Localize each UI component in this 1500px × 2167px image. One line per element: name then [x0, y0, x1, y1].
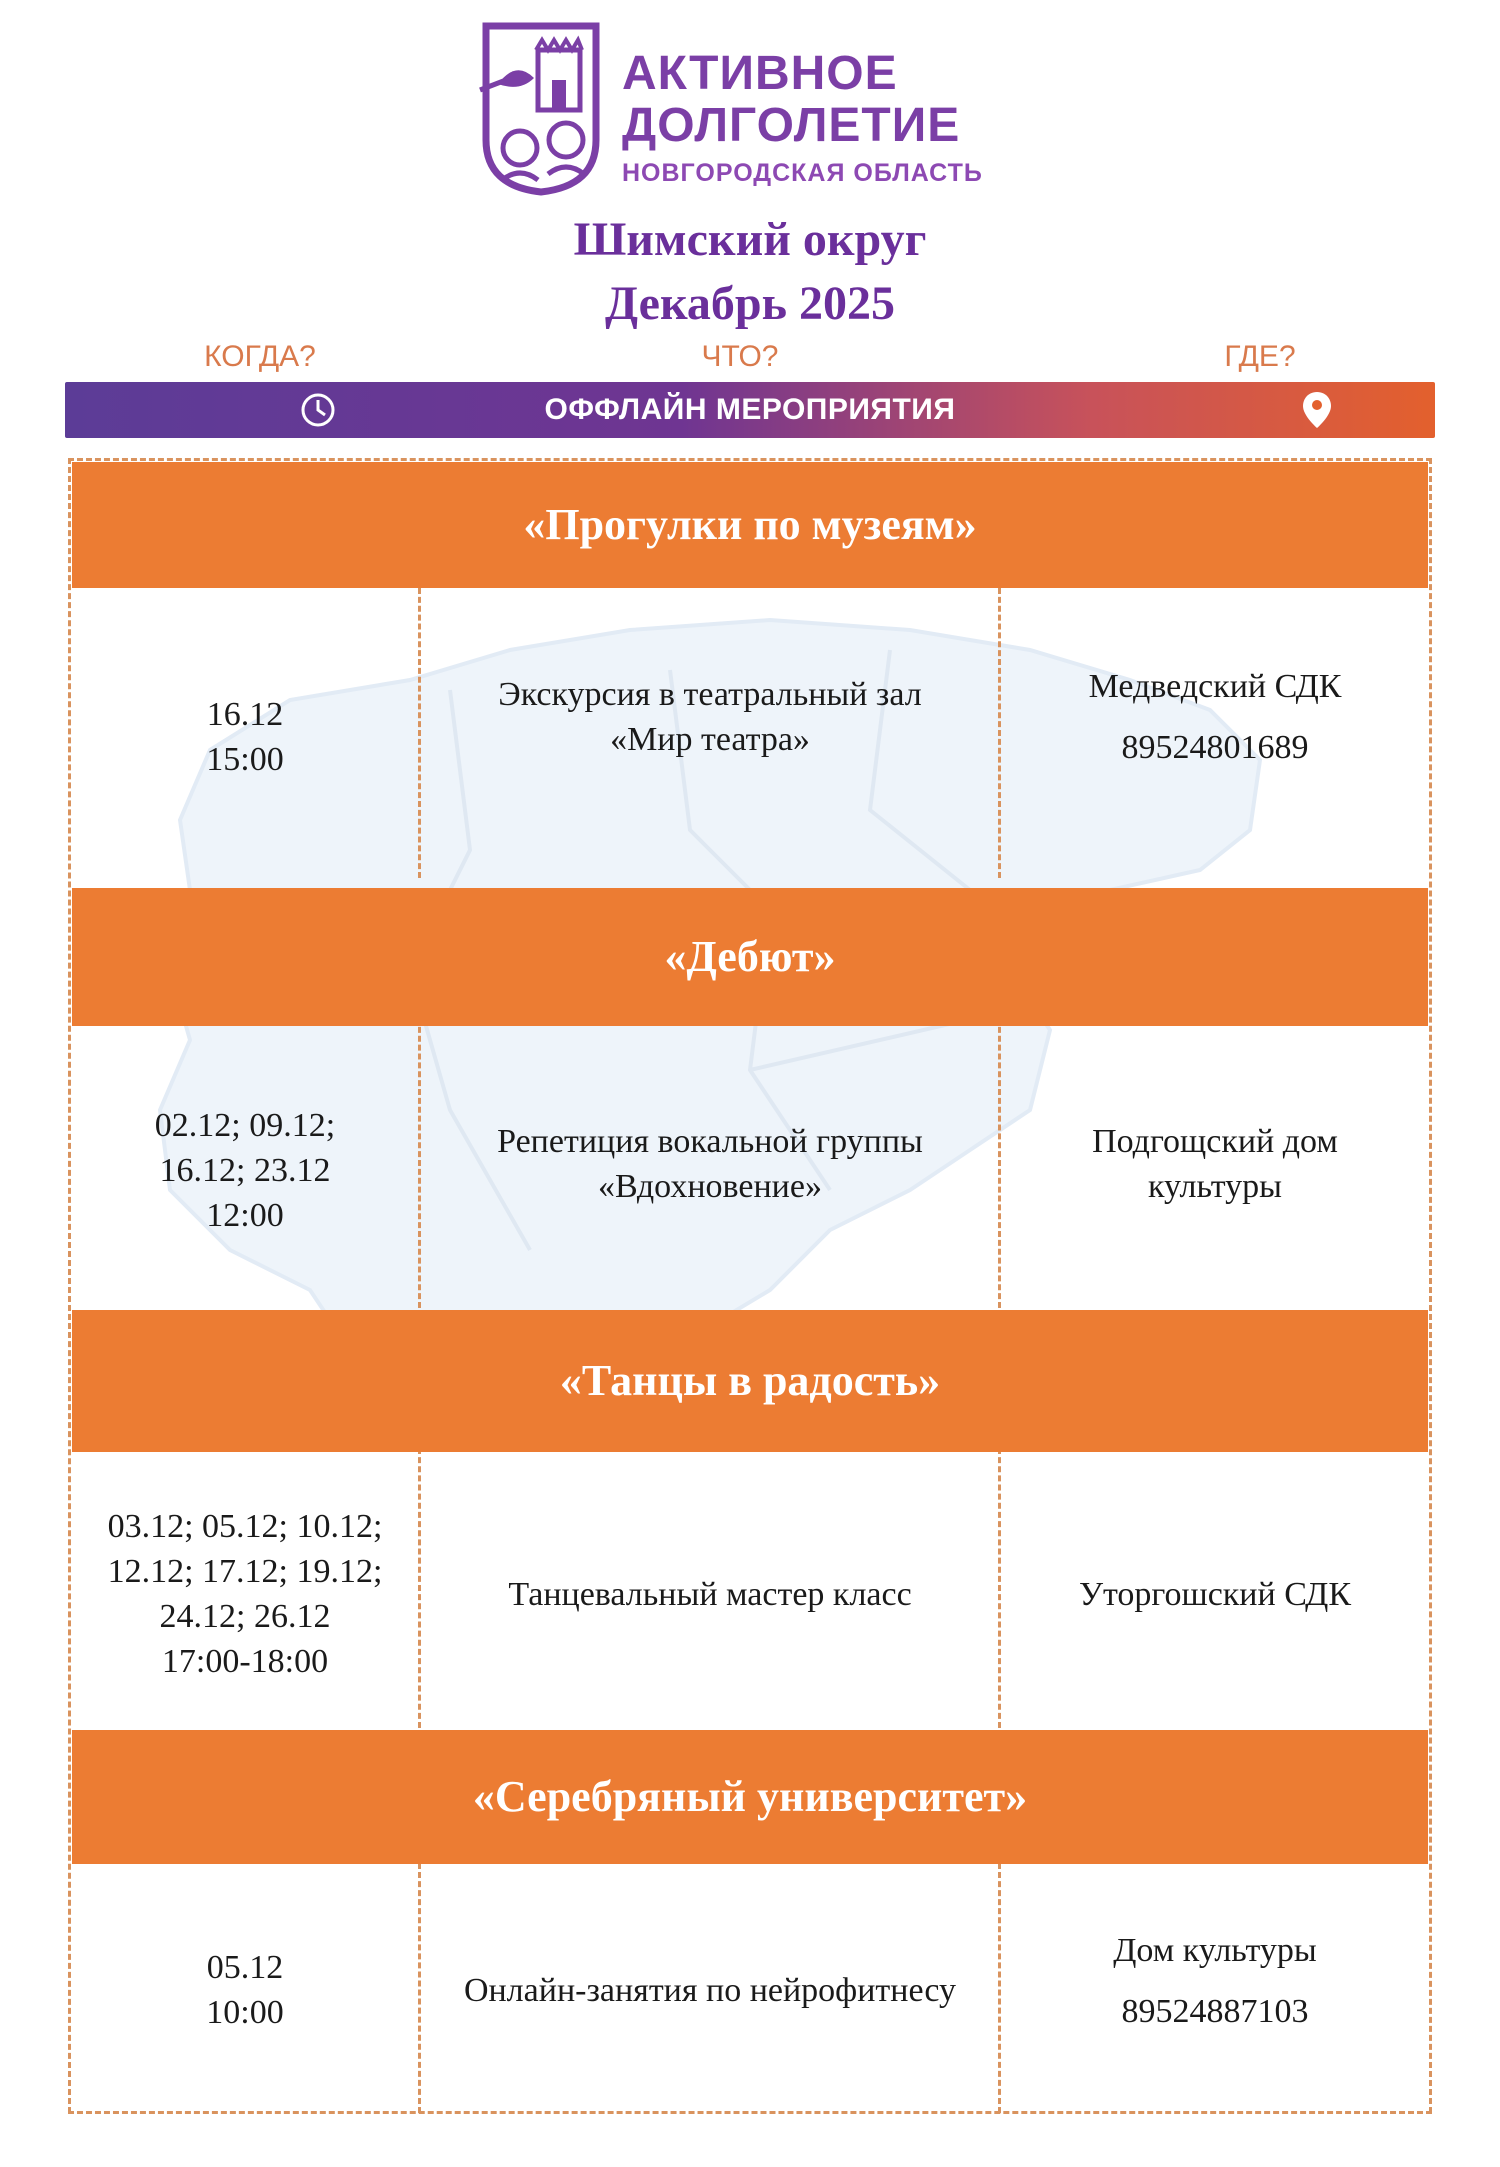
page-title-month: Декабрь 2025: [605, 277, 895, 330]
header-where: ГДЕ?: [1224, 340, 1296, 373]
logo-line-2: ДОЛГОЛЕТИЕ: [622, 99, 961, 152]
event-date: 03.12; 05.12; 10.12;: [107, 1508, 383, 1545]
event-when-cell: [72, 1030, 418, 1310]
page-title-district: Шимский округ: [573, 213, 927, 266]
section-header-debut: [72, 888, 1428, 1026]
event-where-cell: [1002, 592, 1428, 842]
header-when: КОГДА?: [204, 340, 316, 373]
event-place: культуры: [1148, 1168, 1282, 1205]
logo: [476, 20, 1036, 200]
event-where-cell: [1002, 1456, 1428, 1732]
event-description: Репетиция вокальной группы: [497, 1123, 923, 1160]
section-title: «Прогулки по музеям»: [523, 500, 977, 549]
event-place: Подгощский дом: [1092, 1123, 1338, 1160]
event-phone: 89524887103: [1121, 1993, 1309, 2030]
event-time: 10:00: [206, 1994, 284, 2031]
event-date: 02.12; 09.12;: [154, 1106, 336, 1144]
event-where-cell: [1002, 1870, 1428, 2092]
section-title: «Дебют»: [664, 932, 836, 981]
event-when-cell: [72, 592, 418, 882]
section-header-dances: [72, 1310, 1428, 1452]
event-date: 16.12; 23.12: [159, 1151, 331, 1189]
location-pin-icon: [1301, 390, 1333, 430]
event-place: Уторгошский СДК: [1078, 1575, 1352, 1613]
section-header-museum-walks: [72, 462, 1428, 588]
event-date: 05.12: [206, 1949, 284, 1986]
event-time: 17:00-18:00: [161, 1643, 329, 1680]
section-title: «Серебряный университет»: [472, 1772, 1028, 1821]
event-place: Дом культуры: [1113, 1932, 1317, 1969]
event-when-cell: [72, 1456, 418, 1732]
event-time: 12:00: [206, 1196, 284, 1234]
event-what-cell: [422, 1030, 998, 1298]
event-description: Танцевальный мастер класс: [508, 1575, 912, 1613]
logo-line-3: НОВГОРОДСКАЯ ОБЛАСТЬ: [622, 159, 983, 187]
logo-emblem-icon: [476, 20, 606, 196]
event-date: 12.12; 17.12; 19.12;: [107, 1553, 383, 1590]
event-description: «Мир театра»: [610, 721, 810, 758]
event-what-cell: [422, 1870, 998, 2110]
section-title: «Танцы в радость»: [559, 1356, 941, 1405]
event-when-cell: [72, 1870, 418, 2110]
event-where-cell: [1002, 1030, 1428, 1298]
logo-line-1: АКТИВНОЕ: [622, 47, 898, 100]
offline-events-banner: [65, 382, 1435, 438]
event-description: «Вдохновение»: [598, 1168, 822, 1205]
event-date: 16.12: [206, 696, 284, 733]
event-place: Медведский СДК: [1088, 668, 1342, 705]
offline-events-label: ОФФЛАЙН МЕРОПРИЯТИЯ: [544, 393, 956, 426]
event-date: 24.12; 26.12: [159, 1598, 331, 1635]
event-description: Экскурсия в театральный зал: [498, 676, 922, 713]
event-phone: 89524801689: [1121, 729, 1309, 766]
event-what-cell: [422, 592, 998, 842]
event-description: Онлайн-занятия по нейрофитнесу: [463, 1971, 957, 2009]
section-header-silver-university: [72, 1730, 1428, 1864]
event-what-cell: [422, 1456, 998, 1732]
header-what: ЧТО?: [701, 340, 779, 373]
event-time: 15:00: [206, 741, 284, 778]
